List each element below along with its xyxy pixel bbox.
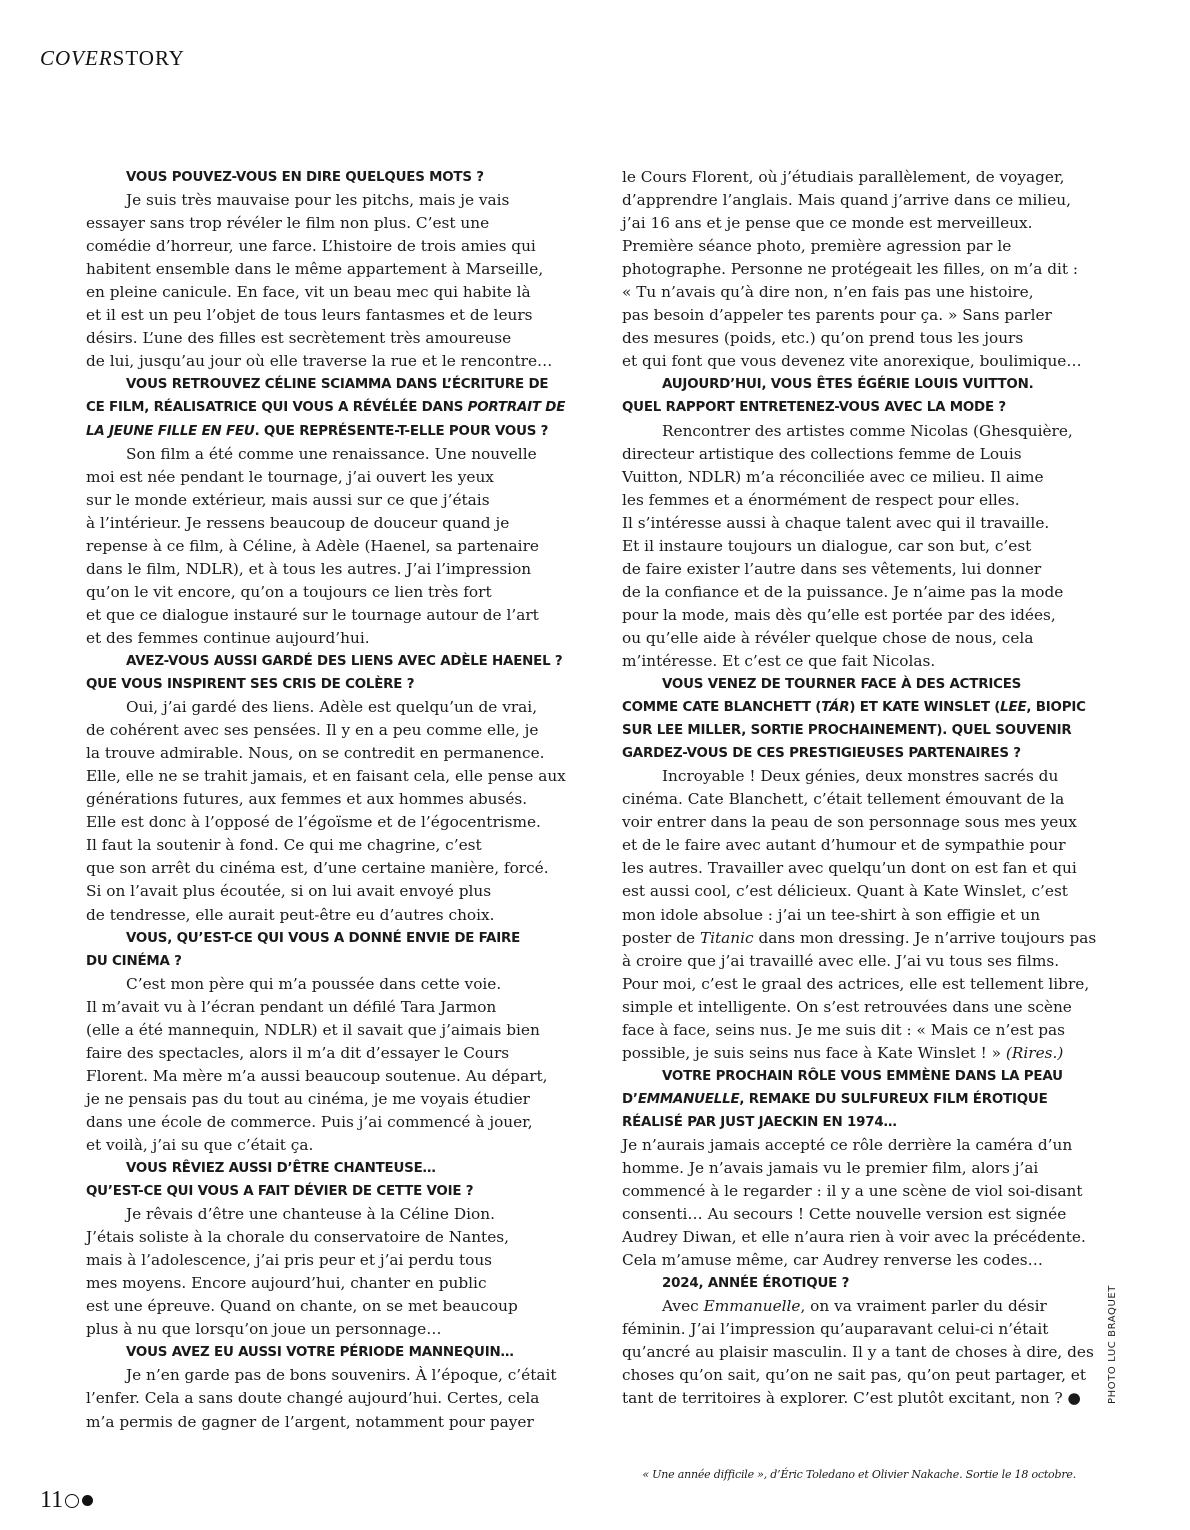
text-run: qu’on le vit encore, qu’on a toujours ce lien très fort — [86, 582, 492, 601]
text-run: LEE — [1000, 700, 1027, 716]
text-run: d’apprendre l’anglais. Mais quand j’arrive dans ce milieu, — [622, 191, 1071, 210]
question-line — [86, 1180, 546, 1203]
text-run: l’enfer. Cela a sans doute changé aujourd’hui. Certes, cela — [86, 1389, 540, 1408]
text-run: tant de territoires à explorer. C’est plutôt excitant, non ? ● — [622, 1389, 1081, 1408]
text-run: VOUS RETROUVEZ CÉLINE SCIAMMA DANS L’ÉCRITURE DE — [126, 377, 549, 393]
text-run: je ne pensais pas du tout au cinéma, je me voyais étudier — [86, 1089, 530, 1108]
answer-line — [622, 327, 1080, 350]
text-run: m’a permis de gagner de l’argent, notamment pour payer — [86, 1412, 534, 1431]
text-run: moi est née pendant le tournage, j’ai ouvert les yeux — [86, 467, 494, 486]
answer-line — [86, 1065, 546, 1088]
answer-line — [86, 304, 546, 327]
text-run: Je n’en garde pas de bons souvenirs. À l’époque, c’était — [126, 1366, 557, 1385]
text-run: la trouve admirable. Nous, on se contredit en permanence. — [86, 744, 545, 763]
answer-line — [622, 212, 1080, 235]
question-line — [86, 673, 546, 696]
text-run: de lui, jusqu’au jour où elle traverse la rue et le rencontre… — [86, 352, 553, 371]
answer-line — [622, 996, 1080, 1019]
text-run: repense à ce film, à Céline, à Adèle (Haenel, sa partenaire — [86, 536, 539, 555]
right-column — [622, 166, 1097, 1411]
text-run: consenti… Au secours ! Cette nouvelle version est signée — [622, 1205, 1067, 1224]
text-run: Et il instaure toujours un dialogue, car son but, c’est — [622, 536, 1032, 555]
text-run: Rencontrer des artistes comme Nicolas (Ghesquière, — [662, 421, 1073, 440]
answer-line — [622, 904, 1080, 927]
text-run: comédie d’horreur, une farce. L’histoire de trois amies qui — [86, 237, 536, 256]
answer-line — [86, 1249, 546, 1272]
text-run: ou qu’elle aide à révéler quelque chose de nous, cela — [622, 628, 1034, 647]
question-line — [622, 373, 1080, 396]
question-line — [622, 396, 1080, 419]
text-run: VOUS VENEZ DE TOURNER FACE À DES ACTRICES — [662, 677, 1022, 693]
question-line — [86, 950, 546, 973]
text-run: mon idole absolue : j’ai un tee-shirt à son effigie et un — [622, 905, 1041, 924]
answer-line — [622, 1318, 1080, 1341]
text-run: homme. Je n’avais jamais vu le premier film, alors j’ai — [622, 1159, 1039, 1178]
text-run: VOUS, QU’EST-CE QUI VOUS A DONNÉ ENVIE DE FAIRE — [126, 930, 521, 946]
answer-line — [86, 1411, 546, 1434]
text-run: GARDEZ-VOUS DE CES PRESTIGIEUSES PARTENAIRES ? — [622, 746, 1021, 762]
answer-line — [622, 1134, 1080, 1157]
answer-line — [622, 1019, 1080, 1042]
text-run: Première séance photo, première agression par le — [622, 237, 1012, 256]
answer-line — [622, 558, 1080, 581]
text-run: C’est mon père qui m’a poussée dans cette voie. — [126, 974, 502, 993]
answer-line — [86, 1295, 546, 1318]
answer-line — [622, 1341, 1094, 1364]
text-run: sur le monde extérieur, mais aussi sur ce que j’étais — [86, 490, 490, 509]
text-run: de cohérent avec ses pensées. Il y en a peu comme elle, je — [86, 721, 539, 740]
dot-ornament — [82, 1495, 93, 1506]
text-run: des mesures (poids, etc.) qu’on prend tous les jours — [622, 329, 1024, 348]
text-run: (Rires.) — [1005, 1043, 1064, 1062]
text-run: m’intéresse. Et c’est ce que fait Nicolas. — [622, 651, 936, 670]
answer-line — [622, 1042, 1080, 1065]
text-run: 2024, ANNÉE ÉROTIQUE ? — [662, 1276, 850, 1292]
answer-line — [86, 1364, 557, 1387]
text-run: et voilà, j’ai su que c’était ça. — [86, 1135, 314, 1154]
text-run: Oui, j’ai gardé des liens. Adèle est quelqu’un de vrai, — [126, 698, 538, 717]
text-run: Il s’intéresse aussi à chaque talent avec qui il travaille. — [622, 513, 1050, 532]
answer-line — [86, 1019, 546, 1042]
left-column — [86, 166, 566, 1434]
answer-line — [86, 327, 546, 350]
text-run: possible, je suis seins nus face à Kate Winslet ! » — [622, 1043, 1006, 1062]
text-run: QUEL RAPPORT ENTRETENEZ-VOUS AVEC LA MODE ? — [622, 400, 1006, 416]
answer-line — [86, 466, 546, 489]
answer-line — [622, 950, 1080, 973]
text-run: Vuitton, NDLR) m’a réconciliée avec ce milieu. Il aime — [622, 467, 1044, 486]
text-run: essayer sans trop révéler le film non plus. C’est une — [86, 214, 490, 233]
text-run: et il est un peu l’objet de tous leurs fantasmes et de leurs — [86, 306, 533, 325]
answer-line — [86, 535, 546, 558]
text-run: Florent. Ma mère m’a aussi beaucoup soutenue. Au départ, — [86, 1066, 548, 1085]
text-run: de faire exister l’autre dans ses vêtements, lui donner — [622, 559, 1042, 578]
text-run: photographe. Personne ne protégeait les filles, on m’a dit : — [622, 260, 1079, 279]
text-run: j’ai 16 ans et je pense que ce monde est merveilleux. — [622, 214, 1033, 233]
text-run: COMME CATE BLANCHETT ( — [622, 700, 822, 716]
text-run: EMMANUELLE — [637, 1091, 740, 1107]
answer-line — [622, 880, 1080, 903]
question-line — [622, 1065, 1080, 1088]
answer-line — [622, 235, 1080, 258]
question-line — [86, 1341, 546, 1364]
text-run: habitent ensemble dans le même appartement à Marseille, — [86, 260, 544, 279]
text-run: VOUS AVEZ EU AUSSI VOTRE PÉRIODE MANNEQUIN… — [126, 1345, 514, 1361]
answer-line — [86, 281, 546, 304]
answer-line — [622, 1295, 1080, 1318]
answer-line — [86, 1111, 546, 1134]
question-line — [86, 396, 566, 419]
answer-line — [86, 443, 546, 466]
answer-line — [86, 189, 546, 212]
text-run: Elle est donc à l’opposé de l’égoïsme et de l’égocentrisme. — [86, 813, 541, 832]
question-line — [622, 1088, 1080, 1111]
text-run: féminin. J’ai l’impression qu’auparavant celui-ci n’était — [622, 1320, 1049, 1339]
answer-line — [622, 350, 1080, 373]
answer-line — [86, 1088, 546, 1111]
text-run: de la confiance et de la puissance. Je n’aime pas la mode — [622, 582, 1064, 601]
text-run: « Tu n’avais qu’à dire non, n’en fais pas une histoire, — [622, 283, 1034, 302]
answer-line — [86, 512, 546, 535]
text-run: QU’EST-CE QUI VOUS A FAIT DÉVIER DE CETTE VOIE ? — [86, 1184, 474, 1200]
text-run: QUE VOUS INSPIRENT SES CRIS DE COLÈRE ? — [86, 677, 415, 693]
text-run: , BIOPIC — [1026, 700, 1086, 716]
text-run: choses qu’on sait, qu’on ne sait pas, qu’on peut partager, et — [622, 1366, 1086, 1385]
answer-line — [622, 304, 1080, 327]
answer-line — [86, 212, 546, 235]
answer-line — [622, 1157, 1080, 1180]
text-run: TÁR — [821, 700, 850, 716]
answer-line — [622, 443, 1080, 466]
text-run: désirs. L’une des filles est secrètement très amoureuse — [86, 329, 512, 348]
text-run: poster de — [622, 928, 700, 947]
text-run: simple et intelligente. On s’est retrouvées dans une scène — [622, 997, 1072, 1016]
answer-line — [622, 535, 1080, 558]
text-run: cinéma. Cate Blanchett, c’était tellement émouvant de la — [622, 790, 1065, 809]
text-run: face à face, seins nus. Je me suis dit : « Mais ce n’est pas — [622, 1020, 1065, 1039]
text-run: PORTRAIT DE — [467, 400, 566, 416]
text-run: SUR LEE MILLER, SORTIE PROCHAINEMENT). QUEL SOUVENIR — [622, 723, 1072, 739]
answer-line — [622, 258, 1080, 281]
text-run: les autres. Travailler avec quelqu’un dont on est fan et qui — [622, 859, 1077, 878]
text-run: mes moyens. Encore aujourd’hui, chanter en public — [86, 1274, 487, 1293]
section-header — [40, 46, 185, 71]
answer-line — [622, 512, 1080, 535]
text-run: est aussi cool, c’est délicieux. Quant à Kate Winslet, c’est — [622, 882, 1068, 901]
text-run: Pour moi, c’est le graal des actrices, elle est tellement libre, — [622, 974, 1090, 993]
text-run: et qui font que vous devenez vite anorexique, boulimique… — [622, 352, 1082, 371]
text-run: RÉALISÉ PAR JUST JAECKIN EN 1974… — [622, 1114, 897, 1130]
answer-line — [622, 1203, 1080, 1226]
answer-line — [86, 235, 546, 258]
text-run: Il faut la soutenir à fond. Ce qui me chagrine, c’est — [86, 836, 482, 855]
text-run: Emmanuelle — [703, 1297, 801, 1316]
answer-line — [86, 489, 546, 512]
answer-line — [622, 420, 1080, 443]
question-line — [86, 166, 546, 189]
text-run: CE FILM, RÉALISATRICE QUI VOUS A RÉVÉLÉE DANS — [86, 400, 468, 416]
answer-line — [86, 1272, 546, 1295]
text-run: VOUS RÊVIEZ AUSSI D’ÊTRE CHANTEUSE… — [126, 1161, 436, 1177]
answer-line — [622, 834, 1080, 857]
question-line — [86, 1157, 546, 1180]
answer-line — [86, 1134, 546, 1157]
text-run: VOUS POUVEZ-VOUS EN DIRE QUELQUES MOTS ? — [126, 170, 484, 185]
text-run: AVEZ-VOUS AUSSI GARDÉ DES LIENS AVEC ADÈLE HAENEL ? — [126, 653, 563, 669]
text-run: Son film a été comme une renaissance. Une nouvelle — [126, 444, 537, 463]
answer-line — [622, 765, 1080, 788]
answer-line — [86, 696, 546, 719]
header-cover: COVER — [40, 46, 113, 70]
answer-line — [86, 627, 546, 650]
text-run: dans mon dressing. Je n’arrive toujours pas — [753, 928, 1097, 947]
answer-line — [86, 558, 546, 581]
answer-line — [622, 788, 1080, 811]
answer-line — [622, 927, 1097, 950]
answer-line — [622, 1180, 1083, 1203]
text-run: J’étais soliste à la chorale du conservatoire de Nantes, — [86, 1228, 509, 1247]
answer-line — [86, 811, 546, 834]
text-run: générations futures, aux femmes et aux hommes abusés. — [86, 790, 528, 809]
answer-line — [86, 765, 566, 788]
answer-line — [86, 1042, 546, 1065]
answer-line — [86, 996, 546, 1019]
text-run: à croire que j’ai travaillé avec elle. J’ai vu tous ses films. — [622, 951, 1060, 970]
film-credit: « Une année difficile », d’Éric Toledano et Olivier Nakache. Sortie le 18 octobre. — [642, 1468, 1076, 1481]
answer-line — [86, 904, 546, 927]
text-run: Je n’aurais jamais accepté ce rôle derrière la caméra d’un — [622, 1135, 1073, 1154]
answer-line — [622, 973, 1090, 996]
answer-line — [86, 581, 546, 604]
answer-line — [86, 880, 546, 903]
header-story: STORY — [112, 46, 185, 70]
text-run: faire des spectacles, alors il m’a dit d’essayer le Cours — [86, 1043, 510, 1062]
answer-line — [86, 857, 549, 880]
text-run: . QUE REPRÉSENTE-T-ELLE POUR VOUS ? — [254, 423, 549, 439]
question-line — [86, 650, 563, 673]
answer-line — [622, 604, 1080, 627]
text-run: directeur artistique des collections femme de Louis — [622, 444, 1022, 463]
text-run: (elle a été mannequin, NDLR) et il savait que j’aimais bien — [86, 1020, 540, 1039]
text-run: Incroyable ! Deux génies, deux monstres sacrés du — [662, 767, 1059, 786]
answer-line — [86, 604, 546, 627]
text-run: AUJOURD’HUI, VOUS ÊTES ÉGÉRIE LOUIS VUITTON. — [662, 377, 1034, 393]
text-run: voir entrer dans la peau de son personnage sous mes yeux — [622, 813, 1077, 832]
text-run: VOTRE PROCHAIN RÔLE VOUS EMMÈNE DANS LA PEAU — [662, 1068, 1063, 1084]
answer-line — [622, 281, 1080, 304]
text-run: Titanic — [699, 928, 754, 947]
answer-line — [622, 1249, 1080, 1272]
answer-line — [622, 189, 1080, 212]
text-run: et des femmes continue aujourd’hui. — [86, 628, 370, 647]
text-run: et de le faire avec autant d’humour et de sympathie pour — [622, 836, 1066, 855]
answer-line — [622, 1364, 1086, 1387]
answer-line — [86, 788, 546, 811]
text-run: pour la mode, mais dès qu’elle est portée par des idées, — [622, 605, 1056, 624]
answer-line — [622, 166, 1080, 189]
question-line — [86, 420, 549, 443]
ring-ornament — [65, 1494, 79, 1508]
text-run: Je suis très mauvaise pour les pitchs, mais je vais — [126, 191, 510, 210]
text-run: Je rêvais d’être une chanteuse à la Céline Dion. — [126, 1205, 495, 1224]
answer-line — [86, 719, 546, 742]
answer-line — [86, 834, 546, 857]
question-line — [622, 696, 1086, 719]
text-run: dans le film, NDLR), et à tous les autres. J’ai l’impression — [86, 559, 532, 578]
photo-credit: PHOTO LUC BRAQUET — [1107, 1284, 1118, 1404]
text-run: le Cours Florent, où j’étudiais parallèlement, de voyager, — [622, 168, 1065, 186]
answer-line — [86, 973, 546, 996]
page-number — [40, 1487, 93, 1514]
answer-line — [622, 811, 1080, 834]
text-run: les femmes et a énormément de respect pour elles. — [622, 490, 1020, 509]
text-run: que son arrêt du cinéma est, d’une certaine manière, forcé. — [86, 859, 549, 878]
text-run: D’ — [622, 1091, 638, 1107]
answer-line — [86, 742, 546, 765]
question-line — [622, 673, 1080, 696]
answer-line — [622, 581, 1080, 604]
text-run: en pleine canicule. En face, vit un beau mec qui habite là — [86, 283, 531, 302]
answer-line — [86, 1226, 546, 1249]
question-line — [622, 1111, 1080, 1134]
answer-line — [622, 1226, 1086, 1249]
text-run: commencé à le regarder : il y a une scène de viol soi-disant — [622, 1182, 1083, 1201]
text-run: de tendresse, elle aurait peut-être eu d’autres choix. — [86, 905, 495, 924]
text-run: Si on l’avait plus écoutée, si on lui avait envoyé plus — [86, 882, 492, 901]
question-line — [86, 927, 546, 950]
answer-line — [622, 650, 1080, 673]
answer-line — [622, 466, 1080, 489]
text-run: , REMAKE DU SULFUREUX FILM ÉROTIQUE — [739, 1091, 1048, 1107]
text-run: dans une école de commerce. Puis j’ai commencé à jouer, — [86, 1112, 533, 1131]
answer-line — [622, 857, 1080, 880]
text-run: pas besoin d’appeler tes parents pour ça. » Sans parler — [622, 306, 1052, 325]
page-number-text: 11 — [40, 1487, 64, 1513]
text-run: ) ET KATE WINSLET ( — [849, 700, 1001, 716]
text-run: qu’ancré au plaisir masculin. Il y a tant de choses à dire, des — [622, 1343, 1094, 1362]
text-run: mais à l’adolescence, j’ai pris peur et j’ai perdu tous — [86, 1251, 493, 1270]
question-line — [622, 719, 1080, 742]
answer-line — [622, 489, 1080, 512]
answer-line — [622, 627, 1080, 650]
text-run: est une épreuve. Quand on chante, on se met beaucoup — [86, 1297, 518, 1316]
answer-line — [622, 1387, 1080, 1410]
text-run: Audrey Diwan, et elle n’aura rien à voir avec la précédente. — [622, 1228, 1086, 1247]
answer-line — [86, 350, 553, 373]
text-run: LA JEUNE FILLE EN FEU — [86, 423, 255, 439]
text-run: , on va vraiment parler du désir — [800, 1297, 1047, 1316]
text-run: Cela m’amuse même, car Audrey renverse les codes… — [622, 1251, 1043, 1270]
question-line — [622, 1272, 1080, 1295]
answer-line — [86, 258, 546, 281]
text-run: à l’intérieur. Je ressens beaucoup de douceur quand je — [86, 513, 510, 532]
answer-line — [86, 1203, 546, 1226]
question-line — [622, 742, 1080, 765]
text-run: Elle, elle ne se trahit jamais, et en faisant cela, elle pense aux — [86, 767, 566, 786]
text-run: Avec — [662, 1297, 704, 1316]
text-run: Il m’avait vu à l’écran pendant un défilé Tara Jarmon — [86, 997, 497, 1016]
answer-line — [86, 1318, 546, 1341]
answer-line — [86, 1387, 546, 1410]
text-run: et que ce dialogue instauré sur le tournage autour de l’art — [86, 605, 539, 624]
text-run: DU CINÉMA ? — [86, 953, 182, 969]
question-line — [86, 373, 549, 396]
text-run: plus à nu que lorsqu’on joue un personnage… — [86, 1320, 442, 1339]
